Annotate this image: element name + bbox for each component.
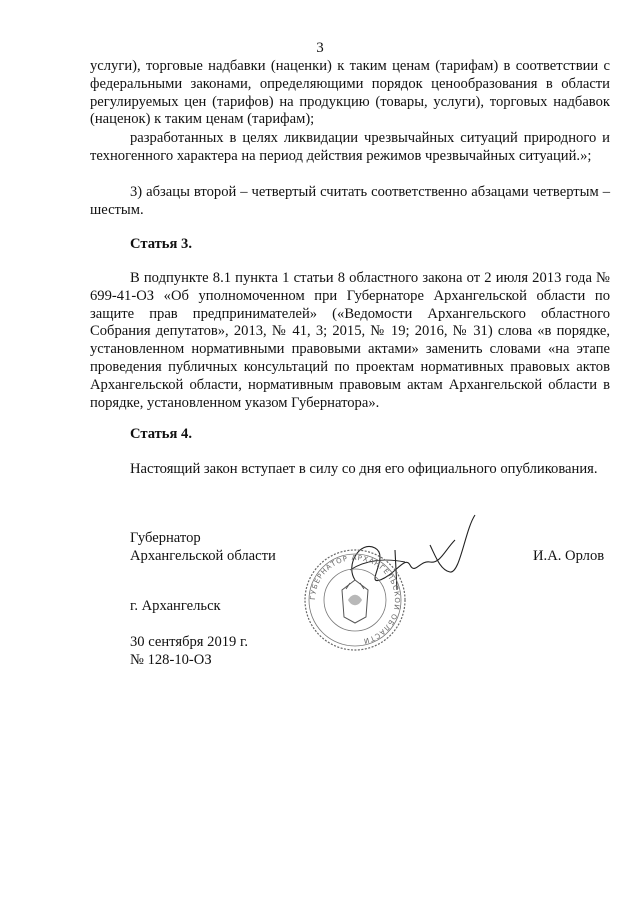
article-4-text: Настоящий закон вступает в силу со дня его официального опубликования. — [130, 461, 598, 477]
seal-text: ГУБЕРНАТОР АРХАНГЕЛЬСКОЙ ОБЛАСТИ — [308, 553, 402, 646]
official-seal-icon — [300, 545, 410, 655]
signatory-name: И.А. Орлов — [533, 548, 605, 564]
article-3-heading: Статья 3. — [130, 236, 192, 252]
place: г. Архангельск — [130, 598, 221, 614]
law-number: № 128-10-ОЗ — [130, 652, 212, 668]
signatory-title-line1: Губернатор — [130, 530, 201, 546]
paragraph-3: 3) абзацы второй – четвертый считать соответственно абзацами четвертым – шестым. — [90, 184, 610, 218]
top-paragraph: услуги), торговые надбавки (наценки) к таким ценам (тарифам) в соответствии с федеральными законами, определяющими порядок ценообразования в области регулируемых цен (тарифов) на продукцию (товары, услуги), торговых надбавок (наценок) к таким ценам (тарифам); — [90, 58, 610, 128]
article-3-text: В подпункте 8.1 пункта 1 статьи 8 областного закона от 2 июля 2013 года № 699-41-ОЗ «Об уполномоченном при Губернаторе Архангельской области по защите прав предпринимателей» («Ведомости Архангельского областного Собрания депутатов», 2013, № 41, 3; 2015, № 19; 2016, № 31) слова «в порядке, установленном нормативными правовыми актами» заменить словами «на этапе проведения публичных консультаций по проектам нормативных правовых актов Архангельской области, нормативным правовым актам Архангельской области в порядке, установленном указом Губернатора». — [90, 270, 610, 411]
date: 30 сентября 2019 г. — [130, 634, 248, 650]
signatory-title-line2: Архангельской области — [130, 548, 276, 564]
page-number: 3 — [316, 40, 324, 56]
paragraph-emergency: разработанных в целях ликвидации чрезвычайных ситуаций природного и техногенного характера на период действия режимов чрезвычайных ситуаций.»; — [90, 130, 610, 164]
article-4-heading: Статья 4. — [130, 426, 192, 442]
